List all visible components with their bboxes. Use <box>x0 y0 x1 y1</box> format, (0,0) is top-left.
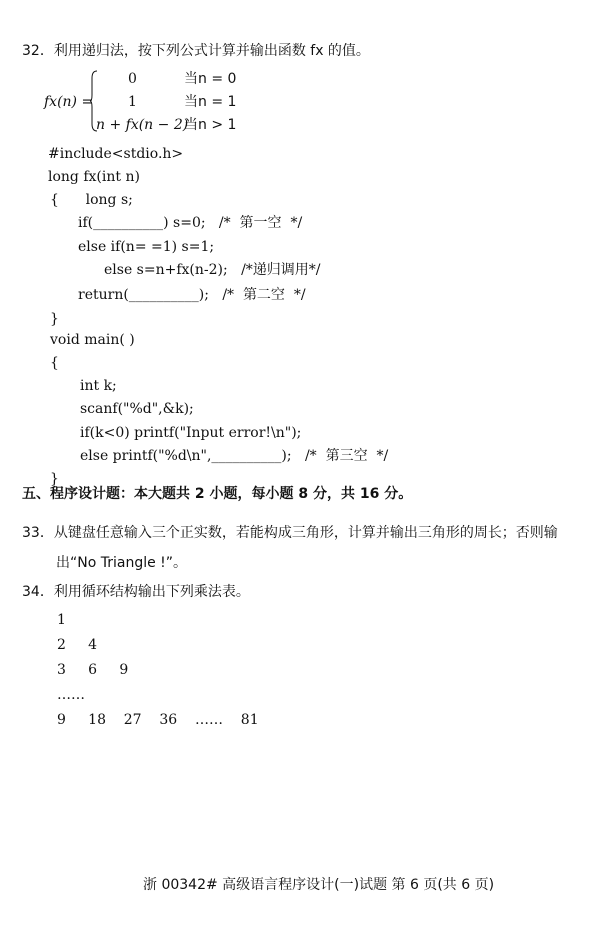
q32-title: 32．利用递归法，按下列公式计算并输出函数 fx 的值。 <box>22 43 370 59</box>
q33-line-2: 出“No Triangle !”。 <box>56 555 188 571</box>
table-row: 1 <box>57 612 66 628</box>
code-line: { <box>50 355 59 371</box>
code-line-blank-3: else printf("%d\n",__________); /* 第三空 */ <box>80 448 389 464</box>
code-line: scanf("%d",&k); <box>80 401 194 417</box>
table-row: 3 6 9 <box>57 662 129 678</box>
code-line: { long s; <box>50 192 133 208</box>
formula-case-2-expr: n + fx(n − 2) <box>96 117 189 133</box>
page-footer: 浙 00342# 高级语言程序设计(一)试题 第 6 页(共 6 页) <box>143 877 495 893</box>
code-line: long fx(int n) <box>48 169 140 185</box>
table-row: 2 4 <box>57 637 98 653</box>
code-line: } <box>50 311 59 327</box>
formula-case-0-cond: 当n = 0 <box>184 71 237 87</box>
formula-case-1-cond: 当n = 1 <box>184 94 237 110</box>
code-line: } <box>50 471 59 487</box>
q34-title: 34．利用循环结构输出下列乘法表。 <box>22 584 250 600</box>
code-line: void main( ) <box>50 332 135 348</box>
code-line: if(k<0) printf("Input error!\n"); <box>80 425 302 441</box>
code-line-blank-1: if(__________) s=0; /* 第一空 */ <box>78 215 303 231</box>
formula-case-1-expr: 1 <box>128 94 137 110</box>
code-line: else s=n+fx(n-2); /*递归调用*/ <box>104 262 321 278</box>
formula-case-2-cond: 当n > 1 <box>184 117 237 133</box>
code-line: else if(n= =1) s=1; <box>78 239 215 255</box>
table-row: 9 18 27 36 …… 81 <box>57 712 259 728</box>
code-line-blank-2: return(__________); /* 第二空 */ <box>78 287 306 303</box>
table-row: …… <box>57 687 85 703</box>
q33-line-1: 33．从键盘任意输入三个正实数，若能构成三角形，计算并输出三角形的周长；否则输 <box>22 525 558 541</box>
code-line: int k; <box>80 378 117 394</box>
formula-lhs: fx(n) = <box>44 94 94 110</box>
section-heading: 五、程序设计题：本大题共 2 小题，每小题 8 分，共 16 分。 <box>22 486 413 502</box>
formula-case-0-expr: 0 <box>128 71 137 87</box>
code-line: #include<stdio.h> <box>48 146 184 162</box>
